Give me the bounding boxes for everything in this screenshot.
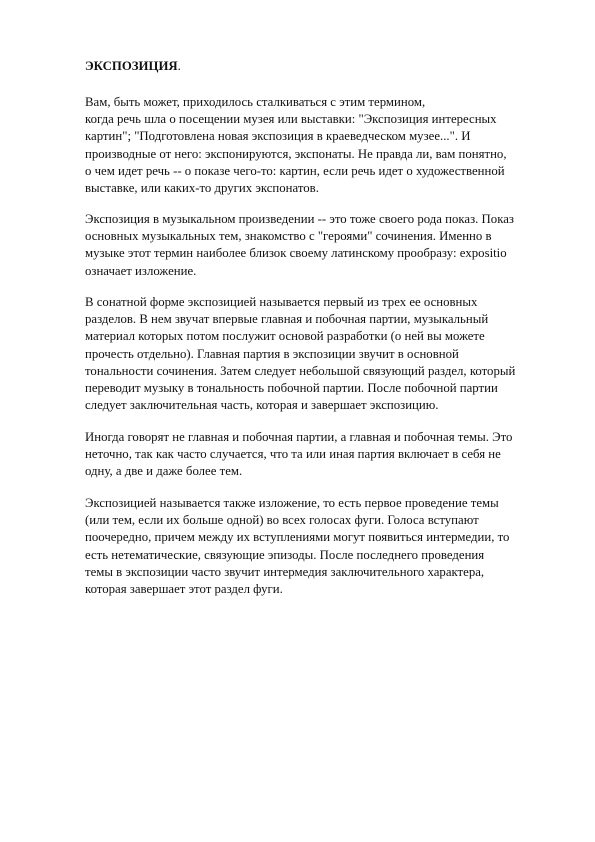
- paragraph-line: В сонатной форме экспозицией называется первый из трех ее основных: [85, 295, 478, 309]
- paragraph-line: (или тем, если их больше одной) во всех голосах фуги. Голоса вступают: [85, 513, 479, 528]
- paragraph-line: основных музыкальных тем, знакомство с "героями" сочинения. Именно в: [85, 229, 492, 244]
- paragraph-line: означает изложение.: [85, 263, 197, 278]
- paragraph-2: [85, 211, 514, 280]
- paragraph-line: выставке, или каких-то других экспонатов.: [85, 181, 319, 196]
- title-period: .: [177, 59, 181, 73]
- paragraph-line: прочесть отдельно). Главная партия в экспозиции звучит в основной: [85, 346, 459, 361]
- paragraph-line: которая завершает этот раздел фуги.: [85, 582, 283, 597]
- paragraph-line: музыке этот термин наиболее близок своему латинскому прообразу: expositio: [85, 246, 507, 261]
- paragraph-line: поочередно, причем между их вступлениями могут появиться интермедии, то: [85, 530, 510, 545]
- paragraph-5: [85, 495, 509, 598]
- paragraph-line: есть нетематические, связующие эпизоды. После последнего проведения: [85, 547, 485, 562]
- paragraph-line: Вам, быть может, приходилось сталкиваться с этим термином,: [85, 95, 426, 109]
- paragraph-line: картин"; "Подготовлена новая экспозиция в краеведческом музее...". И: [85, 129, 471, 144]
- paragraph-1: [85, 94, 507, 197]
- paragraph-line: Иногда говорят не главная и побочная партии, а главная и побочная темы. Это: [85, 430, 513, 444]
- paragraph-line: о чем идет речь -- о показе чего-то: картин, если речь идет о художественной: [85, 163, 505, 178]
- paragraph-line: когда речь шла о посещении музея или выставки: "Экспозиция интересных: [85, 112, 497, 127]
- paragraph-line: переводит музыку в тональность побочной партии. После побочной партии: [85, 381, 498, 396]
- paragraph-line: одну, а две и даже более тем.: [85, 464, 243, 479]
- paragraph-line: разделов. В нем звучат впервые главная и побочная партии, музыкальный: [85, 312, 489, 327]
- paragraph-line: Экспозицией называется также изложение, то есть первое проведение темы: [85, 496, 499, 510]
- paragraph-3: [85, 294, 515, 414]
- paragraph-4: [85, 429, 512, 481]
- document-title: [85, 58, 181, 74]
- paragraph-line: материал которых потом послужит основой разработки (о ней вы можете: [85, 329, 485, 344]
- paragraph-line: неточно, так как часто случается, что та или иная партия включает в себя не: [85, 447, 501, 462]
- paragraph-line: производные от него: экспонируются, экспонаты. Не правда ли, вам понятно,: [85, 146, 507, 161]
- paragraph-line: Экспозиция в музыкальном произведении -- это тоже своего рода показ. Показ: [85, 212, 514, 226]
- paragraph-line: темы в экспозиции часто звучит интермедия заключительного характера,: [85, 564, 485, 579]
- title-text: ЭКСПОЗИЦИЯ: [85, 59, 178, 73]
- paragraph-line: следует заключительная часть, которая и завершает экспозицию.: [85, 398, 439, 413]
- paragraph-line: тональности сочинения. Затем следует небольшой связующий раздел, который: [85, 363, 516, 378]
